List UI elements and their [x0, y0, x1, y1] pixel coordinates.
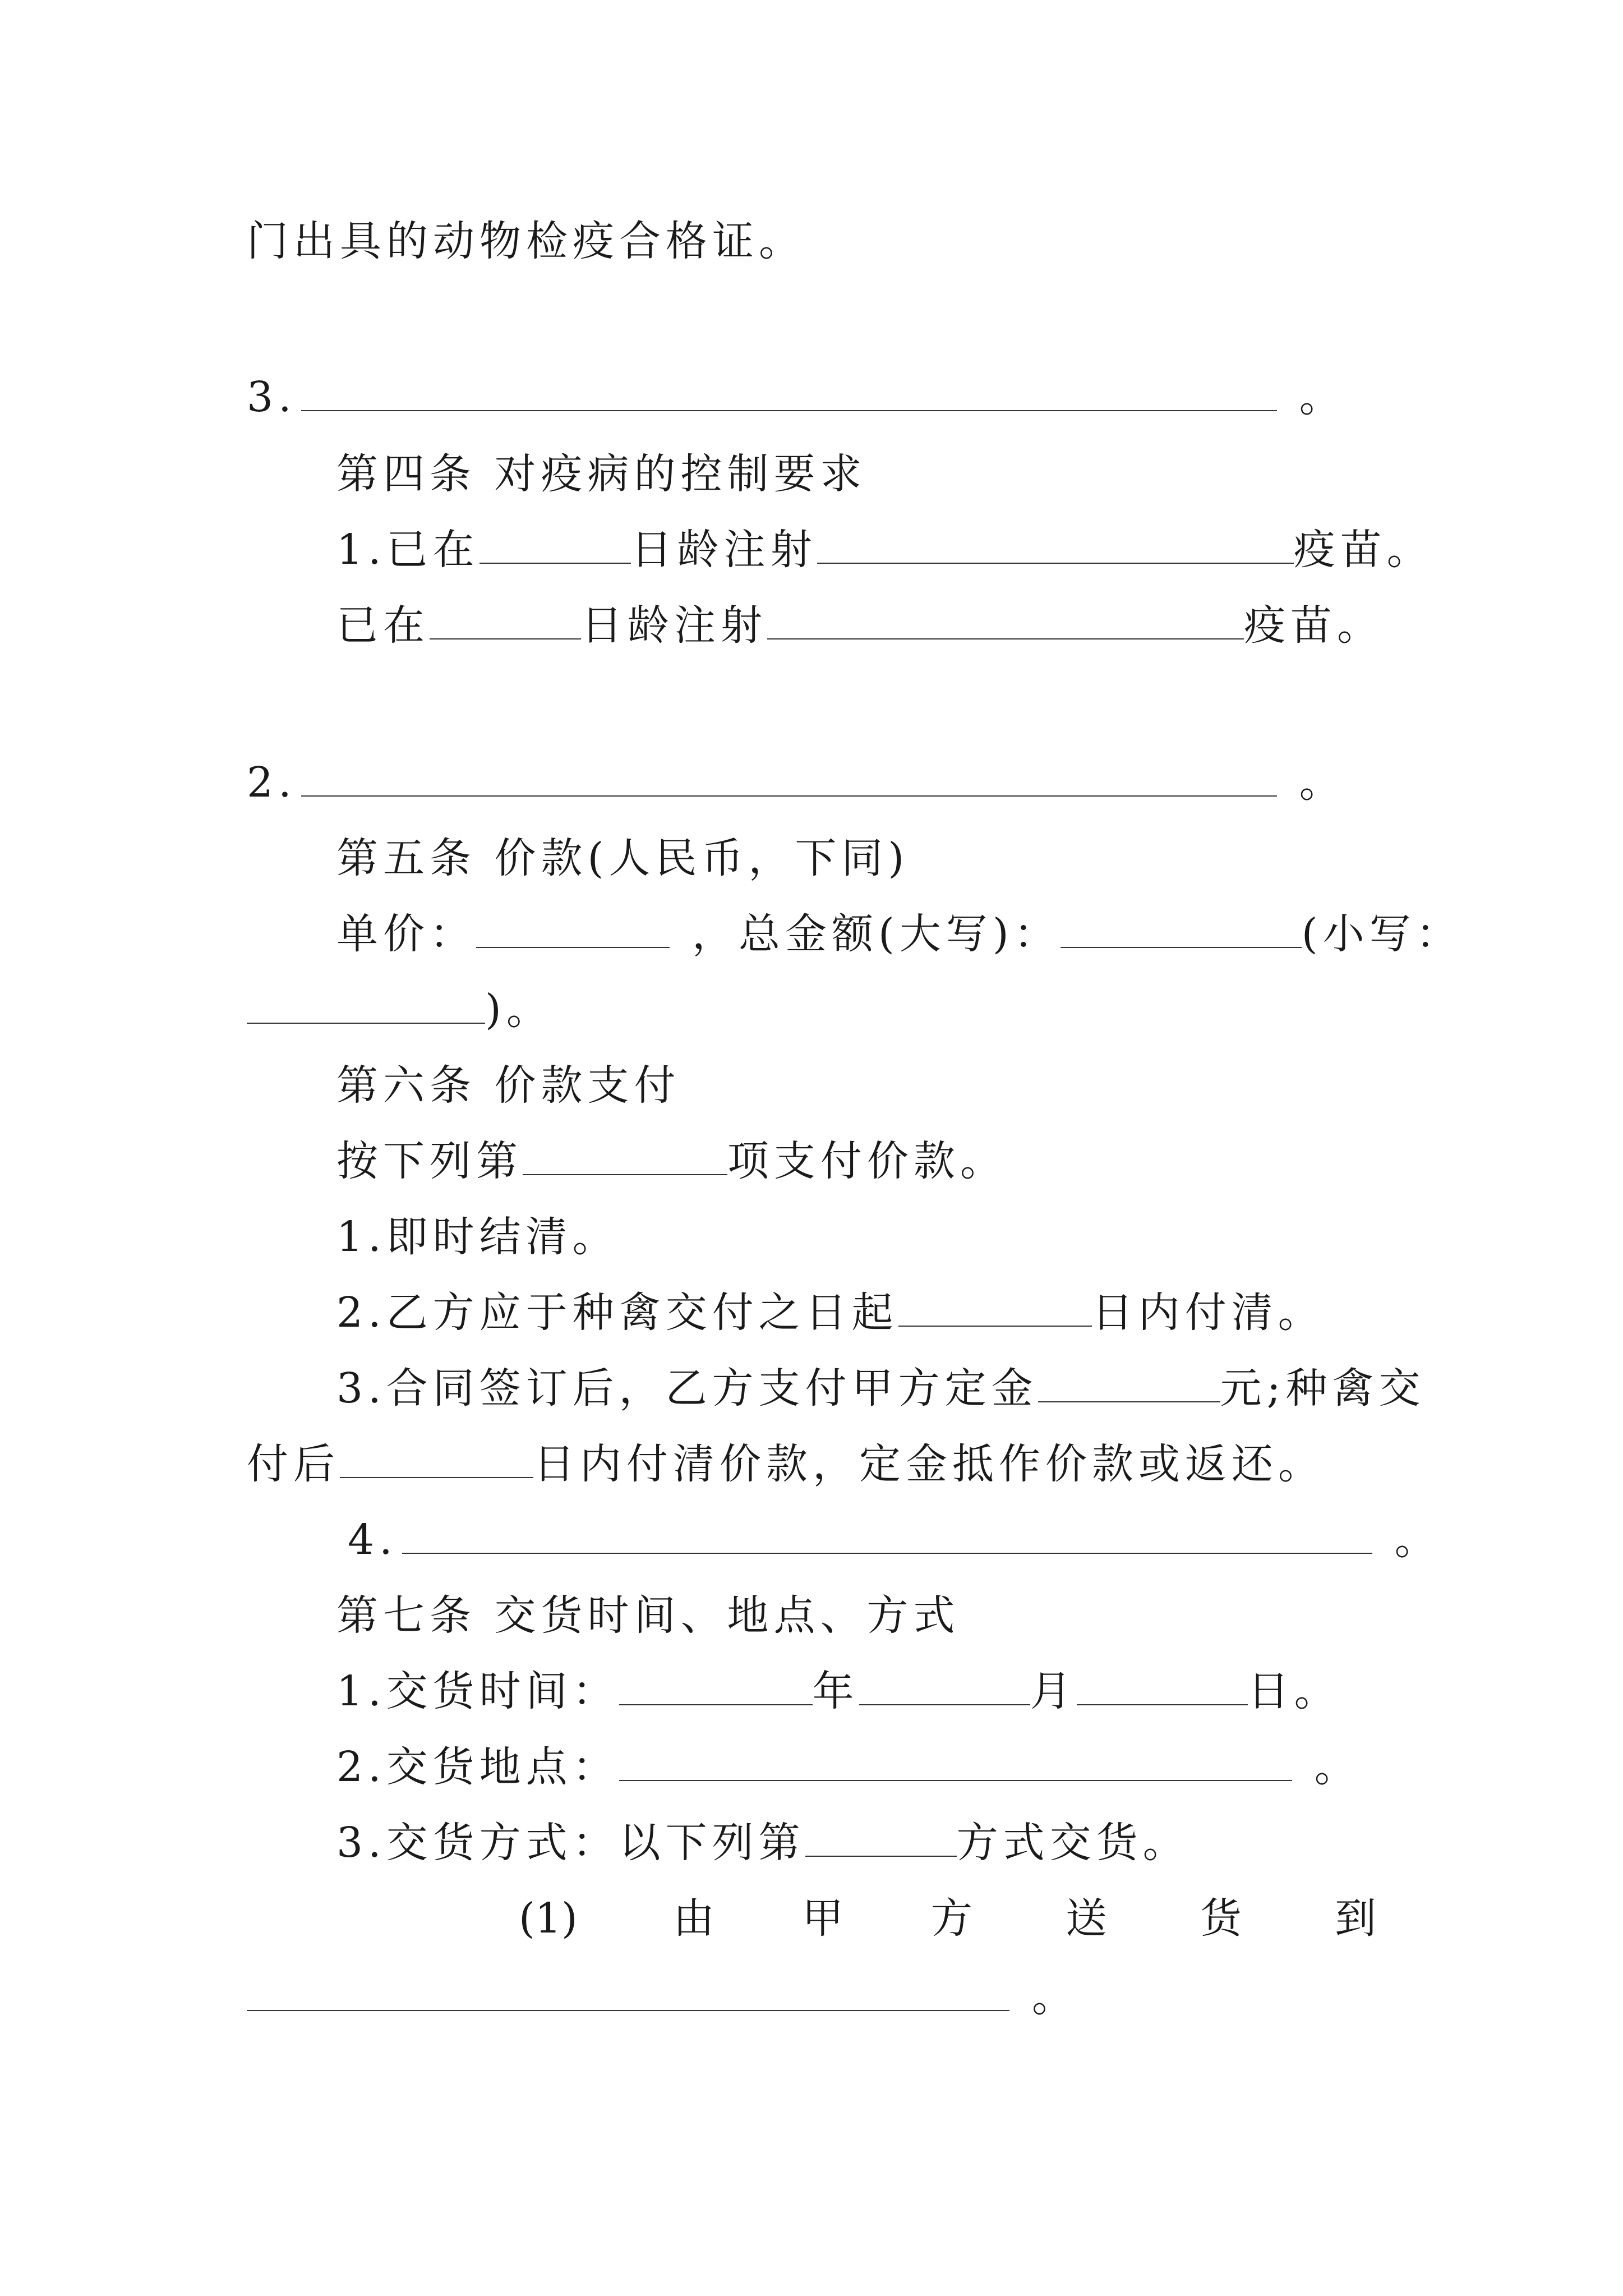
article-6-item-4: 4. 。 [348, 1516, 1441, 1564]
article-7-item-1: 1.交货时间： 年 月 日。 [336, 1667, 1341, 1715]
fill-blank[interactable] [767, 605, 1244, 639]
article-5-price-line-2: )。 [247, 982, 553, 1038]
fill-blank[interactable] [1038, 1368, 1220, 1402]
article-4-item-1-second: 已在 日龄注射 疫苗。 [336, 601, 1384, 650]
fill-blank[interactable] [805, 1822, 957, 1857]
article-6-item-2: 2.乙方应于种禽交付之日起 日内付清。 [336, 1289, 1325, 1337]
fill-blank[interactable] [898, 1292, 1092, 1327]
fill-blank[interactable] [523, 1140, 727, 1175]
fill-blank[interactable] [1077, 1671, 1248, 1705]
fill-blank[interactable] [247, 989, 485, 1024]
item-3-blank-line: 3. 。 [247, 373, 1346, 421]
fill-blank[interactable] [619, 1671, 813, 1705]
article-4-title: 第四条 对疫病的控制要求 [336, 450, 867, 498]
fill-blank[interactable] [859, 1671, 1030, 1705]
article-6-item-3-cont: 付后 日内付清价款，定金抵作价款或返还。 [247, 1440, 1325, 1488]
article-7-title: 第七条 交货时间、地点、方式 [336, 1591, 960, 1640]
fill-blank[interactable] [619, 1746, 1292, 1781]
article-7-item-2: 2.交货地点： 。 [336, 1743, 1361, 1791]
fill-blank[interactable] [430, 605, 581, 639]
fill-blank[interactable] [1061, 913, 1302, 948]
fill-blank[interactable] [479, 529, 631, 564]
article-6-item-3: 3.合同签订后，乙方支付甲方定金 元;种禽交 [336, 1364, 1426, 1412]
article-5-price-line: 单价： ，总金额(大写)： (小写： [336, 910, 1463, 958]
article-6-intro: 按下列第 项支付价款。 [336, 1137, 1007, 1185]
fill-blank[interactable] [247, 1976, 1009, 2011]
text-line-certificate: 门出具的动物检疫合格证。 [247, 217, 805, 265]
article-7-item-3: 3.交货方式：以下列第 方式交货。 [336, 1819, 1189, 1867]
fill-blank[interactable] [402, 1519, 1372, 1554]
fill-blank[interactable] [301, 376, 1277, 411]
article-6-item-1: 1.即时结清。 [336, 1213, 619, 1261]
fill-blank[interactable] [301, 762, 1277, 797]
fill-blank[interactable] [817, 529, 1294, 564]
article-6-title: 第六条 价款支付 [336, 1061, 681, 1110]
article-7-item-3-option-1-cont: 。 [247, 1969, 1078, 2025]
fill-blank[interactable] [340, 1443, 533, 1478]
article-4-item-1: 1.已在 日龄注射 疫苗。 [336, 526, 1433, 574]
article-5-title: 第五条 价款(人民币，下同) [336, 834, 910, 882]
item-2-blank-line: 2. 。 [247, 758, 1346, 807]
article-7-item-3-option-1: (1) 由 甲 方 送 货 到 [519, 1894, 1376, 1943]
fill-blank[interactable] [476, 913, 670, 948]
